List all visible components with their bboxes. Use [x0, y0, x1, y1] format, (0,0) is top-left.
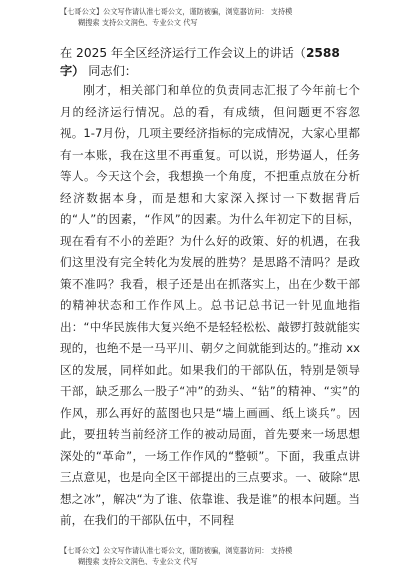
title-word-count: 2588 [305, 46, 340, 60]
document-body [60, 80, 360, 532]
document-title [60, 44, 360, 80]
footer-banner-line-1: 【七哥公文】公文写作请认准七哥公文，谨防被骗，浏览器访问： 支持模 [60, 546, 293, 555]
title-unit: 字） [60, 64, 85, 78]
header-banner-line-2: 糊搜索 支持公文润色、专业公文 代写 [78, 18, 198, 27]
footer-banner-line-2: 糊搜索 支持公文润色、专业公文 代写 [78, 557, 198, 566]
salutation: 同志们： [88, 64, 137, 78]
body-paragraph: 刚才，相关部门和单位的负责同志汇报了今年前七个月的经济运行情况。总的看，有成绩，但问题更不容忽视。1-7月份，几项主要经济指标的完成情况，大家心里都有一本账，我在这里不再重复。可以说，形势逼人，任务等人。今天这个会，我想换一个角度，不把重点放在分析经济数据本身，而是想和大家深入探讨一下数据背后的“人”的因素，“作风”的因素。为什么年初定下的目标，现在看有不小的差距？为什么好的政策、好的机遇，在我们这里没有完全转化为发展的胜势？是思路不清吗？是政策不准吗？我看，根子还是出在抓落实上，出在少数干部的精神状态和工作作风上。总书记总书记一针见血地指出：“中华民族伟大复兴绝不是轻轻松松、敲锣打鼓就能实现的，也绝不是一马平川、朝夕之间就能到达的。”推动 xx 区的发展，同样如此。如果我们的干部队伍，特别是领导干部，缺乏那么一股子“冲”的劲头、“钻”的精神、“实”的作风，那么再好的蓝图也只是“墙上画画、纸上谈兵”。因此，要扭转当前经济工作的被动局面，首先要来一场思想深处的“革命”，一场工作作风的“整顿”。下面，我重点讲三点意见，也是向全区干部提出的三点要求。一、破除“思想之冰”，解决“为了谁、依靠谁、我是谁”的根本问题。当前，在我们的干部队伍中，不同程 [60, 83, 360, 527]
header-banner [60, 6, 360, 28]
title-prefix: 在 2025 年全区经济运行工作会议上的讲话（ [60, 46, 306, 60]
footer-banner [60, 545, 360, 567]
header-banner-line-1: 【七哥公文】公文写作请认准七哥公文，谨防被骗，浏览器访问： 支持模 [60, 7, 293, 16]
